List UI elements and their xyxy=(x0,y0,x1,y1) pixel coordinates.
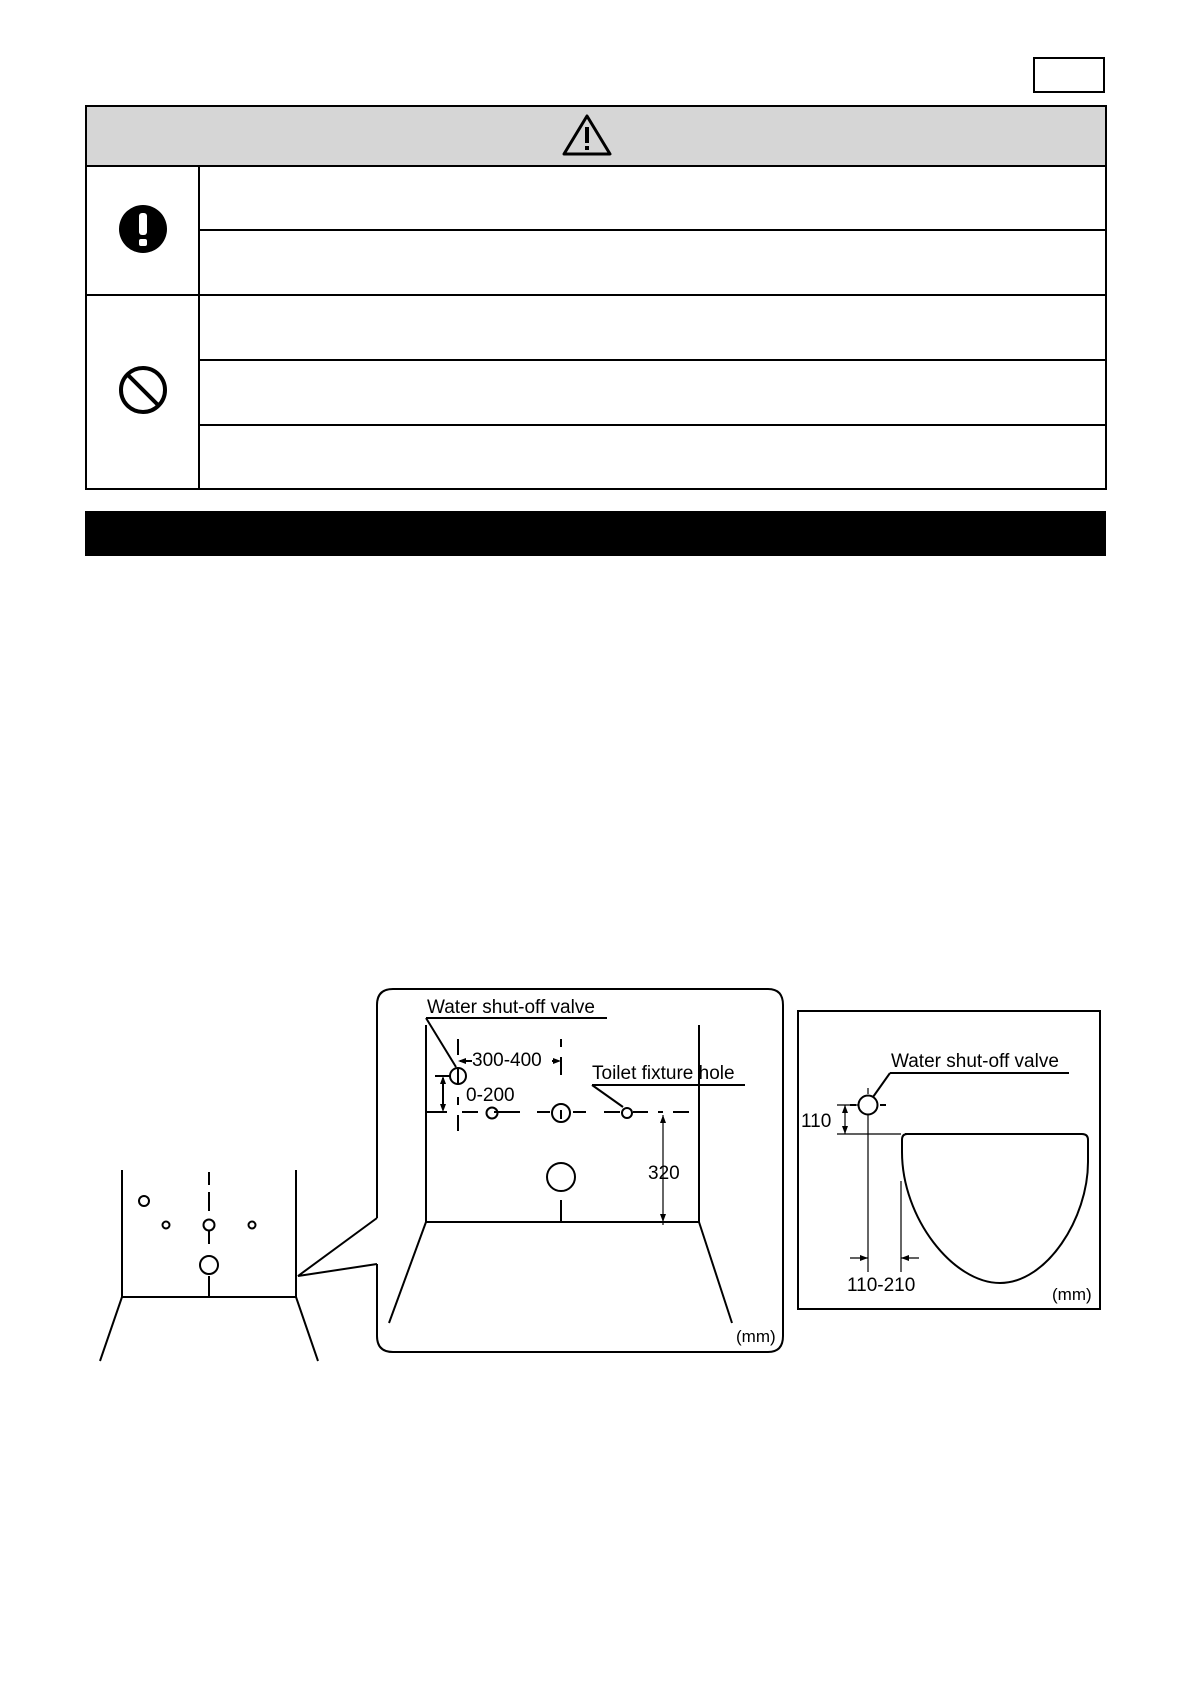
prohibition-row-3 xyxy=(200,426,1105,488)
callout-valve-label: Water shut-off valve xyxy=(427,997,595,1018)
mandatory-row-2 xyxy=(200,231,1105,294)
caution-table xyxy=(85,105,1107,490)
callout-dim-valve-spacing: 300-400 xyxy=(472,1050,542,1071)
callout-fixture-label: Toilet fixture hole xyxy=(592,1063,735,1084)
callout-drawing xyxy=(282,985,787,1355)
caution-header xyxy=(87,107,1105,167)
mandatory-icon-cell xyxy=(87,167,200,294)
warning-triangle-icon xyxy=(505,113,669,157)
section-heading-bar xyxy=(85,511,1106,556)
callout-unit: (mm) xyxy=(736,1327,776,1346)
prohibition-icon xyxy=(116,363,170,417)
prohibition-group xyxy=(87,296,1105,488)
side-dim-range: 110-210 xyxy=(847,1275,916,1296)
mandatory-row-1 xyxy=(200,167,1105,231)
mandatory-exclamation-icon xyxy=(116,202,170,256)
mandatory-group xyxy=(87,167,1105,296)
side-view-figure xyxy=(797,1010,1101,1310)
callout-detail-figure xyxy=(282,985,787,1355)
prohibition-icon-cell xyxy=(87,296,200,488)
page-number-box xyxy=(1033,57,1105,93)
callout-dim-valve-offset: 0-200 xyxy=(466,1085,515,1106)
side-dim-height: 110 xyxy=(801,1111,832,1132)
callout-dim-height: 320 xyxy=(648,1163,680,1184)
prohibition-row-2 xyxy=(200,361,1105,426)
side-valve-label: Water shut-off valve xyxy=(891,1051,1059,1072)
side-unit: (mm) xyxy=(1052,1285,1092,1304)
prohibition-row-1 xyxy=(200,296,1105,361)
